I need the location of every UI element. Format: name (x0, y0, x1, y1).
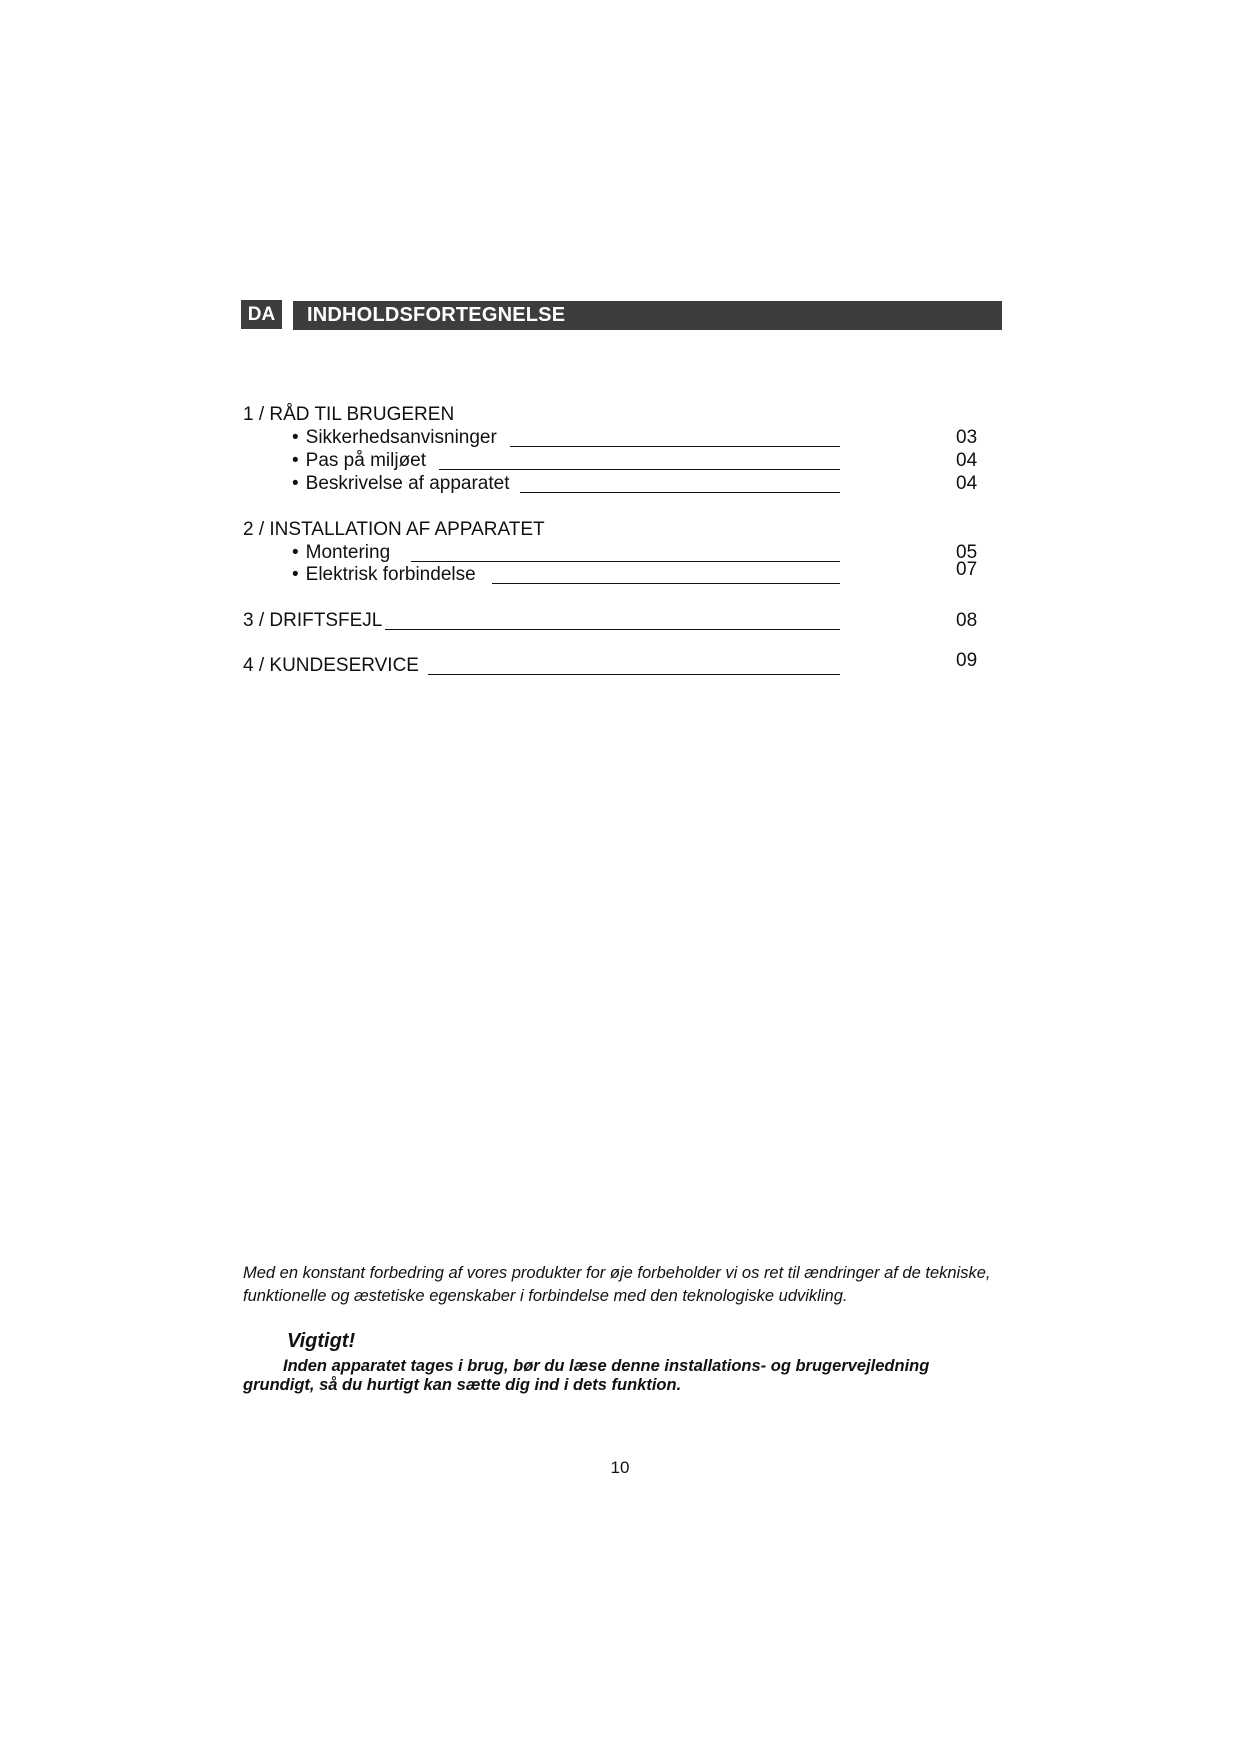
toc-page-number: 05 (956, 542, 978, 563)
language-badge: DA (241, 300, 282, 329)
toc-item-label: Sikkerhedsanvisninger (305, 427, 497, 448)
bullet-icon: • (292, 473, 299, 494)
page-number: 10 (610, 1458, 630, 1477)
dot-leader (492, 583, 840, 584)
toc-page-number: 04 (956, 473, 978, 494)
toc-item-safety[interactable] (243, 427, 996, 449)
page-title: INDHOLDSFORTEGNELSE (293, 301, 1002, 330)
toc-page-number: 07 (956, 559, 978, 580)
toc-heading-label: 2 / INSTALLATION AF APPARATET (243, 519, 549, 541)
toc-section-2-heading[interactable] (243, 519, 996, 541)
toc-section-1-heading[interactable] (243, 404, 996, 426)
bullet-icon: • (292, 564, 299, 585)
disclaimer-text: Med en konstant forbedring af vores produkter for øje forbeholder vi os ret til ændringer af de tekniske, funktionelle og æstetiske egenskaber i forbindelse med den teknologiske udvikling. (243, 1264, 991, 1305)
toc-heading-label: 1 / RÅD TIL BRUGEREN (243, 404, 458, 426)
toc-item-description[interactable] (243, 473, 996, 495)
important-heading: Vigtigt! (287, 1330, 356, 1352)
dot-leader (385, 629, 840, 630)
toc-section-4-heading[interactable] (243, 650, 996, 677)
dot-leader (428, 674, 840, 675)
dot-leader (520, 492, 840, 493)
toc-heading-label: 3 / DRIFTSFEJL (243, 610, 386, 632)
toc-item-label: Pas på miljøet (305, 450, 427, 471)
toc-page-number: 04 (956, 450, 978, 471)
toc-page-number: 03 (956, 427, 978, 448)
toc-item-label: Beskrivelse af apparatet (305, 473, 510, 494)
dot-leader (411, 561, 840, 562)
dot-leader (439, 469, 840, 470)
toc-section-3-heading[interactable] (243, 610, 996, 632)
important-text: Inden apparatet tages i brug, bør du læse denne installations- og brugervejledning grundigt, så du hurtigt kan sætte dig ind i dets funktion. (243, 1357, 930, 1394)
toc-item-electrical[interactable] (243, 559, 996, 586)
toc-heading-label: 4 / KUNDESERVICE (243, 655, 423, 677)
toc-item-label: Montering (305, 542, 391, 563)
dot-leader (510, 446, 840, 447)
toc-page-number: 08 (956, 610, 978, 631)
toc-page-number: 09 (956, 650, 978, 671)
toc-item-label: Elektrisk forbindelse (305, 564, 476, 585)
bullet-icon: • (292, 450, 299, 471)
toc-item-mounting[interactable] (243, 542, 996, 564)
toc-item-environment[interactable] (243, 450, 996, 472)
bullet-icon: • (292, 542, 299, 563)
bullet-icon: • (292, 427, 299, 448)
